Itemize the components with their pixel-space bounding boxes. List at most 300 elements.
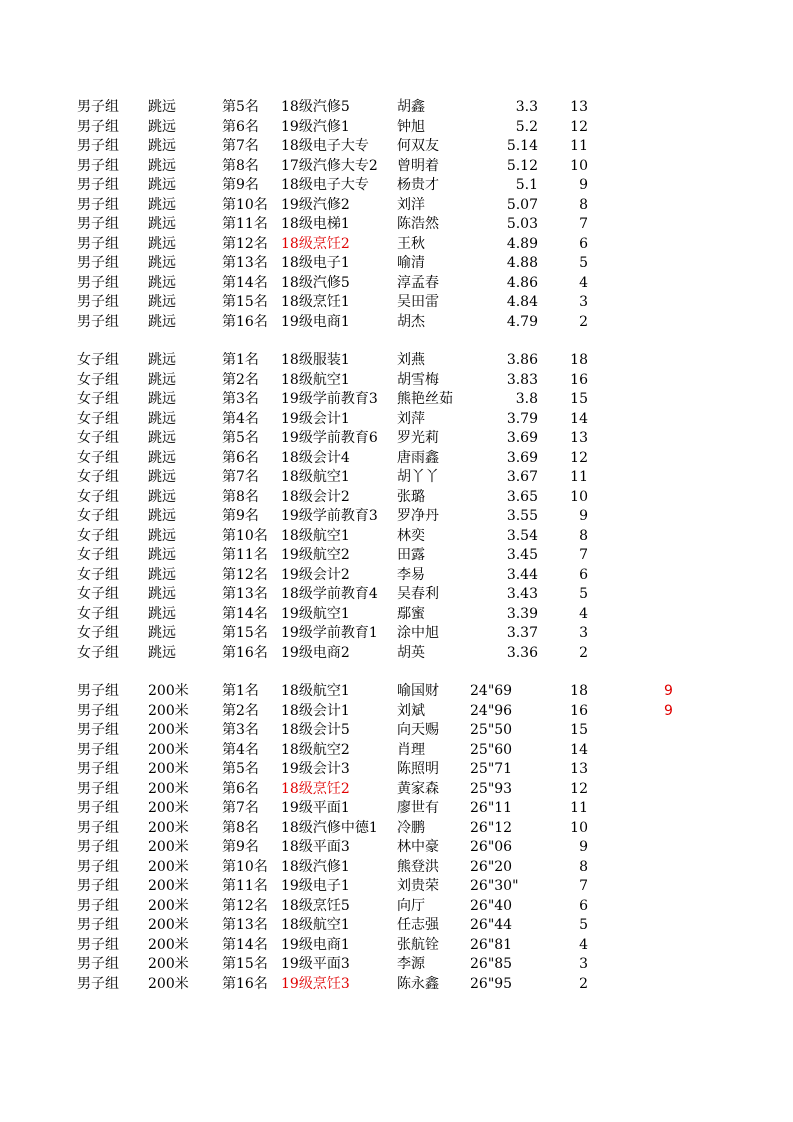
- name-cell: 张航铨: [397, 936, 439, 953]
- event-cell: 跳远: [148, 488, 176, 505]
- event-cell: 跳远: [148, 352, 176, 368]
- rank-cell: 第14名: [222, 274, 268, 291]
- rank-cell: 第15名: [222, 956, 268, 972]
- table-row: [0, 449, 793, 469]
- table-row: [0, 624, 793, 644]
- points-cell: 3: [579, 956, 588, 972]
- result-cell: 3.43: [506, 586, 538, 602]
- points-cell: 16: [570, 371, 588, 388]
- group-cell: 女子组: [77, 410, 119, 427]
- name-cell: 刘贵荣: [397, 878, 439, 894]
- event-cell: 跳远: [148, 157, 176, 174]
- result-cell: 3.45: [506, 547, 538, 563]
- result-cell: 25"50: [470, 722, 513, 738]
- points-cell: 9: [579, 508, 588, 524]
- group-cell: 男子组: [77, 138, 119, 154]
- class-cell: 18级电子大专: [281, 177, 369, 193]
- group-cell: 男子组: [77, 216, 119, 232]
- result-cell: 4.86: [506, 274, 538, 291]
- result-cell: 26"81: [470, 936, 513, 953]
- event-cell: 200米: [148, 839, 189, 855]
- event-cell: 跳远: [148, 391, 176, 407]
- rank-cell: 第4名: [222, 410, 259, 427]
- group-cell: 男子组: [77, 917, 119, 933]
- result-cell: 26"20: [470, 858, 513, 875]
- rank-cell: 第13名: [222, 917, 268, 933]
- result-cell: 3.86: [506, 352, 538, 368]
- result-cell: 3.65: [506, 488, 538, 505]
- class-cell: 19级电商2: [281, 644, 350, 661]
- rank-cell: 第12名: [222, 897, 268, 914]
- table-row: [0, 721, 793, 741]
- result-cell: 25"71: [470, 761, 513, 777]
- event-cell: 200米: [148, 819, 189, 836]
- rank-cell: 第1名: [222, 352, 259, 368]
- points-cell: 8: [579, 527, 588, 544]
- rank-cell: 第14名: [222, 936, 268, 953]
- result-cell: 5.12: [506, 157, 538, 174]
- class-cell: 18级平面3: [281, 839, 350, 855]
- rank-cell: 第10名: [222, 196, 268, 213]
- table-row: [0, 546, 793, 566]
- table-row: [0, 799, 793, 819]
- group-cell: 女子组: [77, 605, 119, 622]
- class-cell: 18级电子大专: [281, 138, 369, 154]
- table-row: [0, 351, 793, 371]
- group-cell: 女子组: [77, 371, 119, 388]
- event-cell: 200米: [148, 683, 189, 699]
- points-cell: 10: [570, 157, 588, 174]
- class-cell: 19级学前教育1: [281, 625, 378, 641]
- table-row: [0, 196, 793, 216]
- result-cell: 3.55: [506, 508, 538, 524]
- rank-cell: 第11名: [222, 547, 268, 563]
- class-cell: 18级航空2: [281, 741, 350, 758]
- class-cell: 19级会计1: [281, 410, 350, 427]
- group-cell: 男子组: [77, 956, 119, 972]
- table-row: [0, 215, 793, 235]
- rank-cell: 第10名: [222, 858, 268, 875]
- name-cell: 钟旭: [397, 118, 425, 135]
- rank-cell: 第15名: [222, 294, 268, 310]
- name-cell: 曾明着: [397, 157, 439, 174]
- class-cell: 18级烹饪5: [281, 897, 350, 914]
- group-cell: 女子组: [77, 449, 119, 466]
- name-cell: 胡鑫: [397, 99, 425, 115]
- result-cell: 4.79: [506, 313, 538, 330]
- name-cell: 喻清: [397, 255, 425, 271]
- result-cell: 3.3: [515, 99, 538, 115]
- rank-cell: 第8名: [222, 488, 259, 505]
- class-cell: 19级烹饪3: [281, 975, 350, 992]
- result-cell: 3.79: [506, 410, 538, 427]
- result-cell: 26"30": [470, 878, 519, 894]
- name-cell: 何双友: [397, 138, 439, 154]
- event-cell: 200米: [148, 800, 189, 816]
- event-cell: 跳远: [148, 469, 176, 485]
- result-cell: 3.69: [506, 449, 538, 466]
- event-cell: 跳远: [148, 99, 176, 115]
- name-cell: 刘洋: [397, 196, 425, 213]
- result-cell: 3.8: [515, 391, 538, 407]
- group-cell: 男子组: [77, 235, 119, 252]
- table-row: [0, 741, 793, 761]
- class-cell: 19级汽修1: [281, 118, 350, 135]
- table-row: [0, 488, 793, 508]
- result-cell: 4.84: [506, 294, 538, 310]
- name-cell: 涂中旭: [397, 625, 439, 641]
- name-cell: 吴春利: [397, 586, 439, 602]
- event-cell: 200米: [148, 878, 189, 894]
- group-cell: 男子组: [77, 313, 119, 330]
- name-cell: 胡杰: [397, 313, 425, 330]
- group-cell: 男子组: [77, 683, 119, 699]
- group-cell: 男子组: [77, 99, 119, 115]
- rank-cell: 第9名: [222, 508, 259, 524]
- class-cell: 18级烹饪1: [281, 294, 350, 310]
- class-cell: 19级航空2: [281, 547, 350, 563]
- event-cell: 200米: [148, 956, 189, 972]
- points-cell: 6: [579, 566, 588, 583]
- group-cell: 女子组: [77, 508, 119, 524]
- points-cell: 16: [570, 702, 588, 719]
- points-cell: 9: [579, 177, 588, 193]
- event-cell: 跳远: [148, 138, 176, 154]
- points-cell: 7: [579, 878, 588, 894]
- points-cell: 6: [579, 897, 588, 914]
- event-cell: 跳远: [148, 274, 176, 291]
- points-cell: 15: [570, 391, 588, 407]
- result-cell: 3.39: [506, 605, 538, 622]
- event-cell: 跳远: [148, 508, 176, 524]
- name-cell: 淳孟春: [397, 274, 439, 291]
- event-cell: 跳远: [148, 410, 176, 427]
- result-cell: 26"11: [470, 800, 513, 816]
- group-cell: 女子组: [77, 469, 119, 485]
- class-cell: 19级会计3: [281, 761, 350, 777]
- points-cell: 4: [579, 605, 588, 622]
- table-row: [0, 176, 793, 196]
- result-cell: 3.36: [506, 644, 538, 661]
- name-cell: 冷鹏: [397, 819, 425, 836]
- name-cell: 王秋: [397, 235, 425, 252]
- rank-cell: 第16名: [222, 975, 268, 992]
- table-row: [0, 644, 793, 664]
- points-cell: 3: [579, 294, 588, 310]
- class-cell: 17级汽修大专2: [281, 157, 378, 174]
- event-cell: 跳远: [148, 255, 176, 271]
- name-cell: 张璐: [397, 488, 425, 505]
- points-cell: 5: [579, 255, 588, 271]
- group-cell: 男子组: [77, 741, 119, 758]
- points-cell: 7: [579, 547, 588, 563]
- table-row: [0, 682, 793, 702]
- table-row: [0, 838, 793, 858]
- points-cell: 11: [570, 469, 588, 485]
- event-cell: 200米: [148, 975, 189, 992]
- table-row: [0, 780, 793, 800]
- event-cell: 跳远: [148, 586, 176, 602]
- rank-cell: 第11名: [222, 216, 268, 232]
- rank-cell: 第16名: [222, 313, 268, 330]
- class-cell: 19级会计2: [281, 566, 350, 583]
- class-cell: 18级会计5: [281, 722, 350, 738]
- result-cell: 5.2: [515, 118, 538, 135]
- event-cell: 跳远: [148, 625, 176, 641]
- table-row: [0, 585, 793, 605]
- name-cell: 向天赐: [397, 722, 439, 738]
- rank-cell: 第1名: [222, 683, 259, 699]
- points-cell: 18: [570, 683, 588, 699]
- group-cell: 男子组: [77, 118, 119, 135]
- table-row: [0, 371, 793, 391]
- table-row: [0, 527, 793, 547]
- group-cell: 男子组: [77, 722, 119, 738]
- group-cell: 女子组: [77, 586, 119, 602]
- group-cell: 男子组: [77, 196, 119, 213]
- points-cell: 2: [579, 975, 588, 992]
- points-cell: 12: [570, 449, 588, 466]
- result-cell: 4.89: [506, 235, 538, 252]
- rank-cell: 第5名: [222, 761, 259, 777]
- table-row: [0, 916, 793, 936]
- name-cell: 向厅: [397, 897, 425, 914]
- group-cell: 男子组: [77, 780, 119, 797]
- name-cell: 林中豪: [397, 839, 439, 855]
- class-cell: 18级电梯1: [281, 216, 350, 232]
- name-cell: 田露: [397, 547, 425, 563]
- result-cell: 26"44: [470, 917, 513, 933]
- name-cell: 鄢蜜: [397, 605, 425, 622]
- group-cell: 女子组: [77, 644, 119, 661]
- name-cell: 廖世有: [397, 800, 439, 816]
- points-cell: 7: [579, 216, 588, 232]
- points-cell: 2: [579, 313, 588, 330]
- points-cell: 11: [570, 138, 588, 154]
- event-cell: 跳远: [148, 566, 176, 583]
- event-cell: 200米: [148, 936, 189, 953]
- points-cell: 4: [579, 936, 588, 953]
- name-cell: 罗光莉: [397, 430, 439, 446]
- group-cell: 女子组: [77, 391, 119, 407]
- name-cell: 吴田雷: [397, 294, 439, 310]
- class-cell: 18级汽修1: [281, 858, 350, 875]
- points-cell: 18: [570, 352, 588, 368]
- name-cell: 任志强: [397, 917, 439, 933]
- event-cell: 跳远: [148, 313, 176, 330]
- event-cell: 跳远: [148, 235, 176, 252]
- group-cell: 男子组: [77, 761, 119, 777]
- group-cell: 男子组: [77, 839, 119, 855]
- points-cell: 4: [579, 274, 588, 291]
- rank-cell: 第3名: [222, 722, 259, 738]
- class-cell: 18级汽修中德1: [281, 819, 378, 836]
- rank-cell: 第13名: [222, 586, 268, 602]
- class-cell: 19级汽修2: [281, 196, 350, 213]
- group-cell: 男子组: [77, 858, 119, 875]
- table-row: [0, 254, 793, 274]
- points-cell: 14: [570, 741, 588, 758]
- group-cell: 女子组: [77, 430, 119, 446]
- name-cell: 李易: [397, 566, 425, 583]
- rank-cell: 第8名: [222, 819, 259, 836]
- table-row: [0, 702, 793, 722]
- result-cell: 5.07: [506, 196, 538, 213]
- event-cell: 200米: [148, 702, 189, 719]
- rank-cell: 第5名: [222, 430, 259, 446]
- points-cell: 6: [579, 235, 588, 252]
- class-cell: 18级汽修5: [281, 99, 350, 115]
- event-cell: 跳远: [148, 196, 176, 213]
- event-cell: 200米: [148, 741, 189, 758]
- table-row: [0, 157, 793, 177]
- table-row: [0, 235, 793, 255]
- class-cell: 19级平面1: [281, 800, 350, 816]
- table-row: [0, 507, 793, 527]
- result-cell: 25"93: [470, 780, 513, 797]
- class-cell: 18级会计1: [281, 702, 350, 719]
- group-cell: 男子组: [77, 157, 119, 174]
- class-cell: 18级烹饪2: [281, 235, 350, 252]
- name-cell: 喻国财: [397, 683, 439, 699]
- result-cell: 25"60: [470, 741, 513, 758]
- table-row: [0, 98, 793, 118]
- table-row: [0, 566, 793, 586]
- rank-cell: 第9名: [222, 839, 259, 855]
- class-cell: 19级学前教育3: [281, 391, 378, 407]
- group-cell: 男子组: [77, 294, 119, 310]
- rank-cell: 第14名: [222, 605, 268, 622]
- group-cell: 女子组: [77, 566, 119, 583]
- event-cell: 跳远: [148, 644, 176, 661]
- table-row: [0, 274, 793, 294]
- rank-cell: 第10名: [222, 527, 268, 544]
- result-cell: 26"95: [470, 975, 513, 992]
- table-row: [0, 118, 793, 138]
- class-cell: 18级航空1: [281, 917, 350, 933]
- rank-cell: 第7名: [222, 138, 259, 154]
- result-cell: 24"69: [470, 683, 513, 699]
- result-cell: 5.03: [506, 216, 538, 232]
- rank-cell: 第5名: [222, 99, 259, 115]
- name-cell: 胡丫丫: [397, 469, 439, 485]
- points-cell: 15: [570, 722, 588, 738]
- table-row: [0, 975, 793, 995]
- class-cell: 19级电商1: [281, 936, 350, 953]
- event-cell: 跳远: [148, 449, 176, 466]
- name-cell: 李源: [397, 956, 425, 972]
- rank-cell: 第2名: [222, 371, 259, 388]
- points-cell: 8: [579, 858, 588, 875]
- group-cell: 女子组: [77, 625, 119, 641]
- event-cell: 200米: [148, 722, 189, 738]
- rank-cell: 第7名: [222, 800, 259, 816]
- points-cell: 10: [570, 819, 588, 836]
- points-cell: 13: [570, 430, 588, 446]
- class-cell: 18级烹饪2: [281, 780, 350, 797]
- group-cell: 男子组: [77, 936, 119, 953]
- result-cell: 3.69: [506, 430, 538, 446]
- points-cell: 14: [570, 410, 588, 427]
- table-row: [0, 897, 793, 917]
- result-cell: 26"12: [470, 819, 513, 836]
- rank-cell: 第7名: [222, 469, 259, 485]
- class-cell: 19级学前教育3: [281, 508, 378, 524]
- class-cell: 18级会计2: [281, 488, 350, 505]
- class-cell: 18级航空1: [281, 683, 350, 699]
- table-row: [0, 410, 793, 430]
- event-cell: 跳远: [148, 371, 176, 388]
- points-cell: 5: [579, 586, 588, 602]
- class-cell: 19级学前教育6: [281, 430, 378, 446]
- name-cell: 刘燕: [397, 352, 425, 368]
- result-cell: 3.83: [506, 371, 538, 388]
- event-cell: 跳远: [148, 605, 176, 622]
- name-cell: 唐雨鑫: [397, 449, 439, 466]
- name-cell: 肖理: [397, 741, 425, 758]
- rank-cell: 第9名: [222, 177, 259, 193]
- rank-cell: 第15名: [222, 625, 268, 641]
- rank-cell: 第8名: [222, 157, 259, 174]
- event-cell: 200米: [148, 858, 189, 875]
- mark-cell: 9: [664, 683, 673, 699]
- points-cell: 12: [570, 118, 588, 135]
- group-cell: 男子组: [77, 897, 119, 914]
- name-cell: 罗净丹: [397, 508, 439, 524]
- table-row: [0, 429, 793, 449]
- name-cell: 陈浩然: [397, 216, 439, 232]
- rank-cell: 第2名: [222, 702, 259, 719]
- class-cell: 18级航空1: [281, 469, 350, 485]
- group-cell: 女子组: [77, 527, 119, 544]
- points-cell: 2: [579, 644, 588, 661]
- class-cell: 18级航空1: [281, 371, 350, 388]
- name-cell: 黄家森: [397, 780, 439, 797]
- result-cell: 26"06: [470, 839, 513, 855]
- name-cell: 胡雪梅: [397, 371, 439, 388]
- points-cell: 3: [579, 625, 588, 641]
- class-cell: 19级电子1: [281, 878, 350, 894]
- group-cell: 女子组: [77, 547, 119, 563]
- result-cell: 4.88: [506, 255, 538, 271]
- name-cell: 胡英: [397, 644, 425, 661]
- points-cell: 13: [570, 761, 588, 777]
- rank-cell: 第6名: [222, 780, 259, 797]
- rank-cell: 第12名: [222, 235, 268, 252]
- group-cell: 男子组: [77, 878, 119, 894]
- result-cell: 3.37: [506, 625, 538, 641]
- name-cell: 杨贵才: [397, 177, 439, 193]
- mark-cell: 9: [664, 702, 673, 719]
- event-cell: 跳远: [148, 527, 176, 544]
- points-cell: 13: [570, 99, 588, 115]
- event-cell: 跳远: [148, 294, 176, 310]
- rank-cell: 第3名: [222, 391, 259, 407]
- class-cell: 18级电子1: [281, 255, 350, 271]
- name-cell: 刘斌: [397, 702, 425, 719]
- result-cell: 24"96: [470, 702, 513, 719]
- class-cell: 18级航空1: [281, 527, 350, 544]
- event-cell: 跳远: [148, 430, 176, 446]
- group-cell: 男子组: [77, 702, 119, 719]
- table-row: [0, 760, 793, 780]
- table-row: [0, 137, 793, 157]
- table-row: [0, 955, 793, 975]
- group-cell: 男子组: [77, 819, 119, 836]
- result-cell: 3.67: [506, 469, 538, 485]
- class-cell: 18级学前教育4: [281, 586, 378, 602]
- group-cell: 男子组: [77, 274, 119, 291]
